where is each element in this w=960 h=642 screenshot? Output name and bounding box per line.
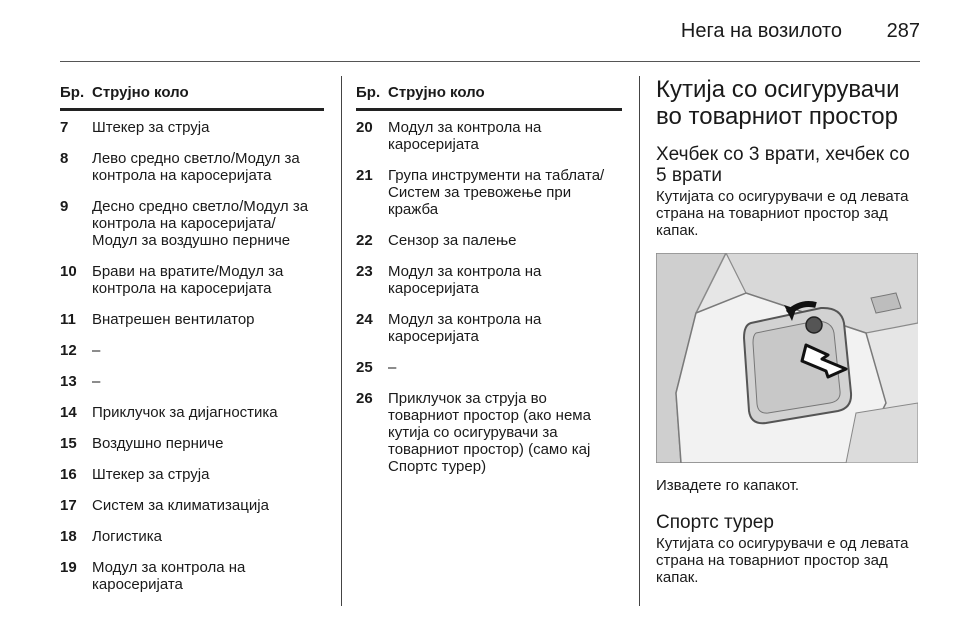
fuse-number: 12 [60, 342, 77, 359]
table-row [356, 232, 622, 263]
col-header-no: Бр. [60, 84, 85, 101]
fuse-number: 14 [60, 404, 77, 421]
circuit-name: – [388, 359, 397, 376]
fuse-number: 9 [60, 198, 69, 215]
fuse-number: 25 [356, 359, 373, 376]
page-number: 287 [886, 20, 920, 42]
circuit-name: Приклучок за дијагностика [92, 404, 278, 421]
circuit-name: Лево средно светло/Модул за контрола на каросеријата [92, 150, 300, 184]
table-header-rule [60, 108, 324, 111]
table-row [356, 390, 622, 489]
fuse-number: 21 [356, 167, 373, 184]
fuse-number: 18 [60, 528, 77, 545]
table-row [60, 150, 324, 198]
section-heading: Кутија со осигурувачи во товарниот простор [656, 76, 900, 130]
circuit-name: Штекер за струја [92, 466, 210, 483]
table-row [60, 263, 324, 311]
table-row [60, 404, 324, 435]
page-header [0, 0, 960, 64]
fuse-number: 24 [356, 311, 373, 328]
table-row [60, 373, 324, 404]
circuit-name: – [92, 342, 101, 359]
table-row [60, 198, 324, 263]
paragraph-hatchback: Кутијата со осигурувачи е од левата страна на товарниот простор зад капак. [656, 188, 909, 239]
table-row [60, 435, 324, 466]
paragraph-sports-tourer: Кутијата со осигурувачи е од левата страна на товарниот простор зад капак. [656, 535, 909, 586]
fuse-number: 23 [356, 263, 373, 280]
circuit-name: Група инструменти на таблата/Систем за тревожење при кражба [388, 167, 605, 218]
circuit-name: – [92, 373, 101, 390]
circuit-name: Модул за контрола на каросеријата [388, 263, 542, 297]
fuse-number: 17 [60, 497, 77, 514]
circuit-name: Сензор за палење [388, 232, 517, 249]
column-divider [341, 76, 342, 606]
fuse-number: 7 [60, 119, 69, 136]
fuse-number: 26 [356, 390, 373, 407]
circuit-name: Модул за контрола на каросеријата [388, 311, 542, 345]
table-row [356, 167, 622, 232]
illustration-svg [656, 253, 918, 463]
table-row [356, 263, 622, 311]
fuse-box-section [656, 76, 920, 586]
table-header-rule [356, 108, 622, 111]
circuit-name: Штекер за струја [92, 119, 210, 136]
table-row [60, 497, 324, 528]
fuse-number: 20 [356, 119, 373, 136]
col-header-no: Бр. [356, 84, 381, 101]
page-title: Нега на возилото [680, 20, 842, 42]
fuse-number: 19 [60, 559, 77, 576]
table-row [60, 311, 324, 342]
illustration-caption: Извадете го капакот. [656, 477, 800, 494]
circuit-name: Модул за контрола на каросеријата [388, 119, 542, 153]
fuse-number: 11 [60, 311, 76, 328]
table-row [60, 528, 324, 559]
fuse-table-2 [356, 84, 622, 489]
fuse-number: 15 [60, 435, 77, 452]
table-row [60, 342, 324, 373]
col-header-circuit: Струјно коло [388, 84, 485, 101]
fuse-table-1 [60, 84, 324, 607]
fuse-number: 16 [60, 466, 77, 483]
table-row [60, 559, 324, 607]
circuit-name: Логистика [92, 528, 163, 545]
circuit-name: Приклучок за струја во товарниот простор (ако нема кутија со осигурувачи за товарниот простор) (само кај Спортс турер) [388, 390, 591, 475]
fuse-number: 13 [60, 373, 77, 390]
table-header [356, 84, 622, 104]
subheading-sports-tourer: Спортс турер [656, 512, 774, 533]
circuit-name: Воздушно перниче [92, 435, 224, 452]
column-divider [639, 76, 640, 606]
circuit-name: Внатрешен вентилатор [92, 311, 255, 328]
fuse-number: 8 [60, 150, 69, 167]
circuit-name: Модул за контрола на каросеријата [92, 559, 246, 593]
col-header-circuit: Струјно коло [92, 84, 189, 101]
cargo-fuse-cover-illustration [656, 253, 918, 463]
circuit-name: Брави на вратите/Модул за контрола на каросеријата [92, 263, 284, 297]
table-row [356, 359, 622, 390]
subheading-hatchback: Хечбек со 3 врати, хечбек со 5 врати [656, 144, 910, 186]
table-row [60, 466, 324, 497]
table-row [60, 119, 324, 150]
table-header [60, 84, 324, 104]
table-row [356, 311, 622, 359]
fuse-number: 10 [60, 263, 77, 280]
fuse-number: 22 [356, 232, 373, 249]
circuit-name: Систем за климатизација [92, 497, 269, 514]
header-rule [60, 61, 920, 62]
table-row [356, 119, 622, 167]
circuit-name: Десно средно светло/Модул за контрола на каросеријата/ Модул за воздушно перниче [92, 198, 309, 249]
